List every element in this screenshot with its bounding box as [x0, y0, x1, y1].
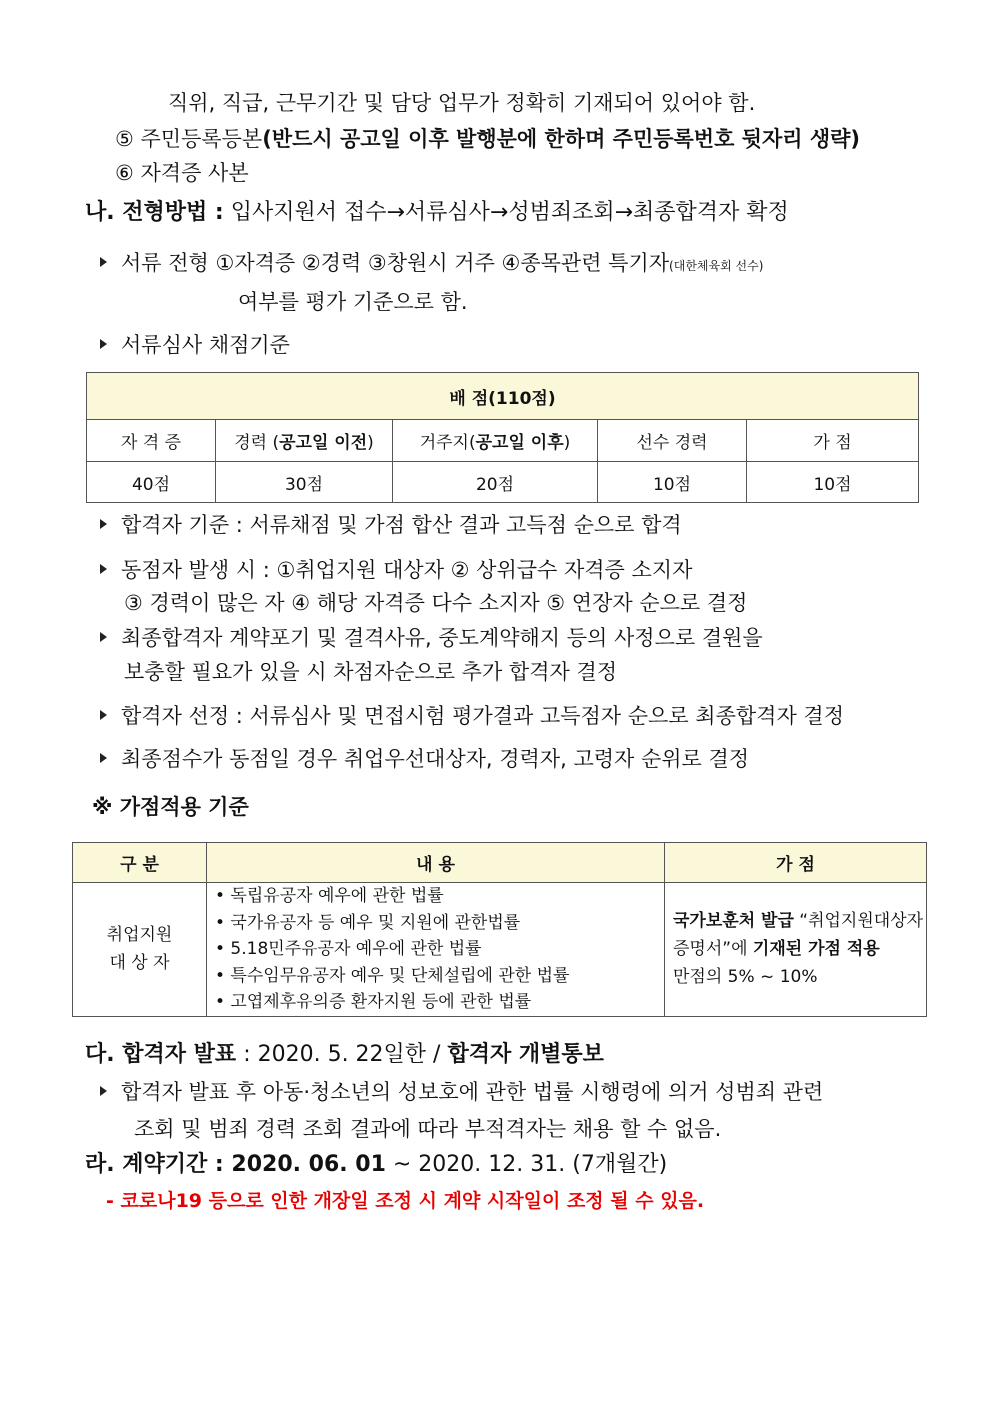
bullet-text: 합격자 발표 후 아동·청소년의 성보호에 관한 법률 시행령에 의거 성범죄 관련: [121, 1080, 824, 1104]
bullet-cont: 보충할 필요가 있을 시 차점자순으로 추가 합격자 결정: [124, 660, 618, 684]
law-item: • 5.18민주유공자 예우에 관한 법률: [215, 939, 482, 959]
section-heading-da: [85, 1040, 604, 1070]
law-item: • 고엽제후유의증 환자지원 등에 관한 법률: [215, 992, 532, 1012]
score-table-title: 배 점(110점): [87, 373, 919, 420]
bonus-points: [665, 883, 927, 1017]
item-bold-text: (반드시 공고일 이후 발행분에 한하며 주민등록번호 뒷자리 생략): [262, 127, 861, 151]
bullet-text: 서류 전형 ①자격증 ②경력 ③창원시 거주 ④종목관련 특기자: [121, 251, 670, 275]
bullet-text: 최종점수가 동점일 경우 취업우선대상자, 경력자, 고령자 순위로 결정: [121, 747, 750, 771]
bullet-line: [100, 510, 682, 540]
score-header: [393, 420, 598, 462]
bonus-text: 증명서”에: [673, 939, 753, 960]
score-value: 40점: [87, 462, 216, 503]
bullet-cont: ③ 경력이 많은 자 ④ 해당 자격증 다수 소지자 ⑤ 연장자 순으로 결정: [124, 591, 748, 615]
category-line: 취업지원: [106, 925, 173, 946]
triangle-bullet-icon: [100, 1086, 107, 1096]
triangle-bullet-icon: [100, 632, 107, 642]
section-body: : 2020. 5. 22일한 /: [236, 1042, 448, 1067]
header-part: 경력 (: [234, 433, 280, 453]
law-item: • 국가유공자 등 예우 및 지원에 관한법률: [215, 912, 521, 933]
bullet-text: 최종합격자 계약포기 및 결격사유, 중도계약해지 등의 사정으로 결원을: [121, 626, 763, 650]
score-header: 가 점: [747, 420, 919, 462]
section-title: 라. 계약기간 : 2020. 06. 01: [85, 1152, 386, 1177]
bullet-text: 합격자 기준 : 서류채점 및 가점 합산 결과 고득점 순으로 합격: [121, 513, 682, 537]
bonus-text: 만점의 5% ~ 10%: [673, 967, 818, 988]
bonus-bold: 기재된 가점 적용: [752, 939, 880, 960]
bonus-law-list: [207, 883, 665, 1017]
bullet-line: [100, 330, 290, 360]
text-line: ⑥ 자격증 사본: [115, 161, 249, 185]
section-body: 입사지원서 접수→서류심사→성범죄조회→최종합격자 확정: [223, 200, 789, 225]
header-part-bold: 공고일 이후: [475, 433, 564, 453]
bonus-header: 내 용: [207, 843, 665, 883]
score-value: 30점: [216, 462, 393, 503]
bullet-line: [100, 744, 749, 774]
bonus-header: 가 점: [665, 843, 927, 883]
header-part: 거주지(: [419, 433, 476, 453]
section-title: 다. 합격자 발표: [85, 1042, 237, 1067]
score-table: [86, 372, 919, 503]
law-item: • 특수임무유공자 예우 및 단체설립에 관한 법률: [215, 965, 570, 986]
bullet-text: 동점자 발생 시 : ①취업지원 대상자 ② 상위급수 자격증 소지자: [121, 558, 693, 582]
law-item: • 독립유공자 예우에 관한 법률: [215, 886, 444, 906]
note-heading: ※ 가점적용 기준: [92, 795, 249, 819]
bonus-category: [73, 883, 207, 1017]
triangle-bullet-icon: [100, 753, 107, 763]
score-value: 20점: [393, 462, 598, 503]
text-line: [115, 124, 860, 154]
header-part: ): [563, 433, 571, 453]
score-value: 10점: [598, 462, 747, 503]
triangle-bullet-icon: [100, 564, 107, 574]
section-body: ~ 2020. 12. 31. (7개월간): [385, 1152, 668, 1177]
bonus-text: “취업지원대상자: [793, 911, 924, 932]
bullet-line: [100, 1077, 823, 1107]
triangle-bullet-icon: [100, 710, 107, 720]
score-header: 자 격 증: [87, 420, 216, 462]
bullet-line: [100, 555, 692, 585]
category-line: 대 상 자: [109, 953, 170, 974]
bullet-cont: 여부를 평가 기준으로 함.: [238, 290, 468, 314]
header-part-bold: 공고일 이전: [279, 433, 368, 453]
red-warning-note: - 코로나19 등으로 인한 개장일 조정 시 계약 시작일이 조정 될 수 있음.: [106, 1190, 705, 1212]
bullet-small-text: (대한체육회 선수): [669, 259, 764, 273]
item-label: ⑤ 주민등록등본: [115, 127, 263, 151]
bonus-table: [72, 842, 927, 1017]
bonus-bold: 국가보훈처 발급: [673, 911, 794, 932]
bullet-cont: 조회 및 범죄 경력 조회 결과에 따라 부적격자는 채용 할 수 없음.: [134, 1117, 722, 1141]
section-bold: 합격자 개별통보: [447, 1042, 604, 1067]
bullet-text: 서류심사 채점기준: [121, 333, 290, 357]
bullet-line: [100, 701, 844, 731]
triangle-bullet-icon: [100, 339, 107, 349]
bullet-line: [100, 248, 763, 281]
triangle-bullet-icon: [100, 519, 107, 529]
section-heading-ra: [85, 1150, 667, 1180]
text-line: 직위, 직급, 근무기간 및 담당 업무가 정확히 기재되어 있어야 함.: [168, 91, 756, 115]
bonus-header: 구 분: [73, 843, 207, 883]
score-header: 선수 경력: [598, 420, 747, 462]
triangle-bullet-icon: [100, 257, 107, 267]
bullet-line: [100, 623, 763, 653]
section-title: 나. 전형방법 :: [85, 200, 224, 225]
header-part: ): [367, 433, 374, 453]
bullet-text: 합격자 선정 : 서류심사 및 면접시험 평가결과 고득점자 순으로 최종합격자 결정: [121, 704, 844, 728]
section-heading-na: [85, 198, 789, 228]
score-header: [216, 420, 393, 462]
score-value: 10점: [747, 462, 919, 503]
